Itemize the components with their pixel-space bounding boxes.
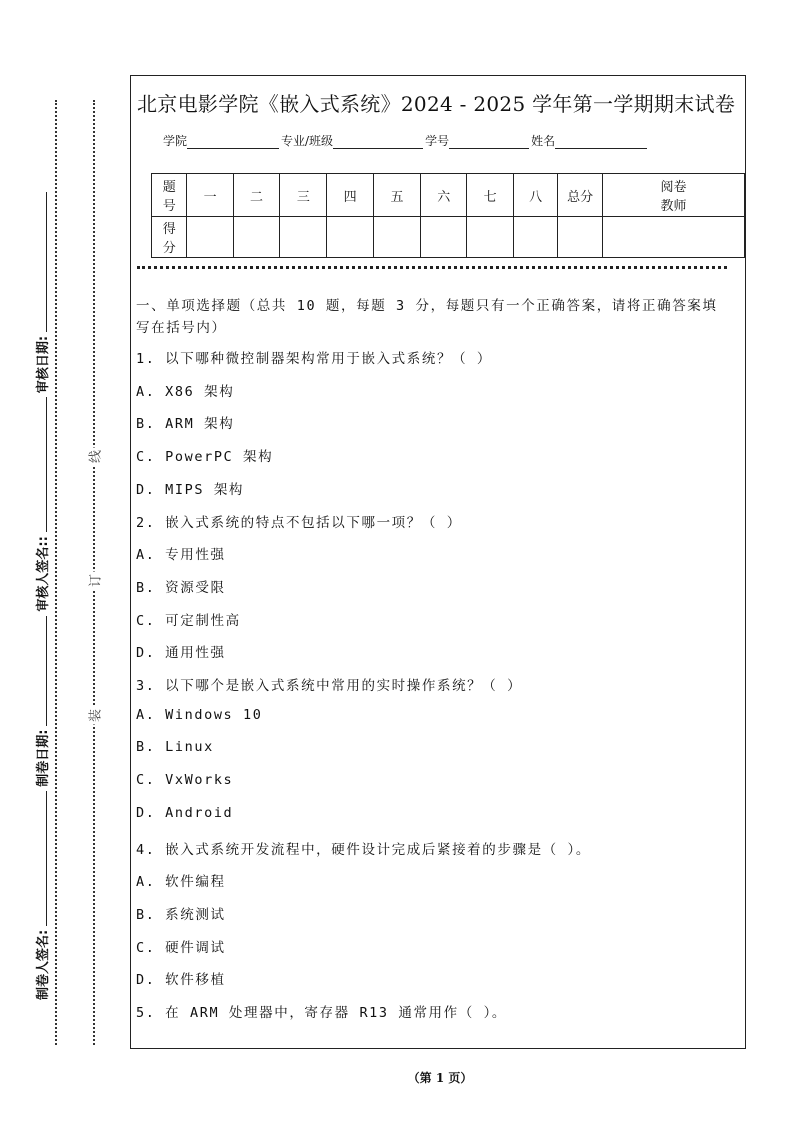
- answer-option: D. Android: [136, 804, 234, 821]
- score-cell[interactable]: [373, 217, 420, 258]
- col-2: 二: [233, 174, 279, 217]
- answer-option: C. 硬件调试: [136, 939, 226, 956]
- question-number-row: [152, 174, 745, 217]
- name-label: 姓名: [531, 134, 556, 148]
- answer-option: D. 软件移植: [136, 972, 226, 989]
- col-grader: 阅卷 教师: [602, 174, 744, 217]
- score-cell[interactable]: [513, 217, 558, 258]
- score-table: [151, 173, 745, 258]
- question-text: 3. 以下哪个是嵌入式系统中常用的实时操作系统？（ ）: [136, 678, 523, 694]
- score-cell[interactable]: [467, 217, 513, 258]
- question-text: 2. 嵌入式系统的特点不包括以下哪一项？（ ）: [136, 514, 462, 531]
- review-date-label: 审核日期:: [36, 335, 51, 394]
- question-text: 4. 嵌入式系统开发流程中，硬件设计完成后紧接着的步骤是（ ）。: [136, 841, 591, 858]
- student-info-row: [163, 132, 649, 149]
- section-heading-line1: 一、单项选择题（总共 10 题，每题 3 分，每题只有一个正确答案，请将正确答案填: [136, 298, 718, 314]
- reviewer-signature-label: 审核人签名::: [36, 536, 51, 612]
- score-cell[interactable]: [327, 217, 373, 258]
- score-cell[interactable]: [187, 217, 233, 258]
- exam-frame: [130, 75, 746, 1049]
- question-text: 1. 以下哪种微控制器架构常用于嵌入式系统？（ ）: [136, 351, 493, 367]
- col-1: 一: [187, 174, 233, 217]
- answer-option: A. 软件编程: [136, 874, 226, 891]
- answer-option: D. MIPS 架构: [136, 481, 245, 498]
- name-field[interactable]: [555, 134, 647, 149]
- review-date-line: [45, 192, 47, 332]
- answer-option: B. ARM 架构: [136, 416, 235, 433]
- binding-char-xian: 线: [85, 448, 104, 466]
- binding-char-ding: 订: [85, 572, 104, 590]
- answer-option: D. 通用性强: [136, 645, 226, 662]
- maker-date-line: [45, 616, 47, 726]
- col-4: 四: [327, 174, 373, 217]
- score-cell[interactable]: [558, 217, 603, 258]
- answer-option: B. Linux: [136, 739, 214, 756]
- answer-option: A. Windows 10: [136, 706, 263, 723]
- question-text: 5. 在 ARM 处理器中，寄存器 R13 通常用作（ ）。: [136, 1005, 508, 1021]
- student-id-label: 学号: [425, 134, 450, 148]
- answer-option: C. PowerPC 架构: [136, 449, 274, 466]
- col-total: 总分: [558, 174, 603, 217]
- reviewer-signature-line: [45, 397, 47, 532]
- major-class-label: 专业/班级: [281, 134, 334, 148]
- score-cell[interactable]: [421, 217, 467, 258]
- score-cell[interactable]: [280, 217, 327, 258]
- col-7: 七: [467, 174, 513, 217]
- answer-option: A. 专用性强: [136, 547, 226, 564]
- maker-date-label: 制卷日期:: [36, 729, 51, 787]
- college-label: 学院: [163, 134, 188, 148]
- page-number: （第 1 页）: [407, 1071, 473, 1085]
- answer-option: A. X86 架构: [136, 383, 235, 400]
- maker-signature-line: [45, 791, 47, 926]
- major-class-field[interactable]: [333, 134, 423, 149]
- binding-dotted-line-outer: [55, 100, 57, 1045]
- college-field[interactable]: [187, 134, 279, 149]
- maker-signature-label: 制卷人签名:: [36, 929, 51, 1000]
- col-8: 八: [513, 174, 558, 217]
- row-header-score: 得 分: [152, 217, 187, 258]
- col-3: 三: [280, 174, 327, 217]
- col-5: 五: [373, 174, 420, 217]
- score-cell[interactable]: [602, 217, 744, 258]
- row-header-question: 题 号: [152, 174, 187, 217]
- answer-option: C. 可定制性高: [136, 612, 241, 629]
- section-divider: [137, 266, 727, 269]
- answer-option: C. VxWorks: [136, 772, 234, 789]
- answer-option: B. 系统测试: [136, 906, 226, 923]
- section-heading-line2: 写在括号内）: [136, 320, 227, 336]
- col-6: 六: [421, 174, 467, 217]
- answer-option: B. 资源受限: [136, 579, 226, 596]
- score-row: [152, 217, 745, 258]
- exam-title: 北京电影学院《嵌入式系统》2024 - 2025 学年第一学期期末试卷: [137, 92, 736, 116]
- student-id-field[interactable]: [449, 134, 529, 149]
- signature-margin: [31, 120, 51, 1000]
- score-cell[interactable]: [233, 217, 279, 258]
- binding-char-zhuang: 装: [85, 707, 104, 725]
